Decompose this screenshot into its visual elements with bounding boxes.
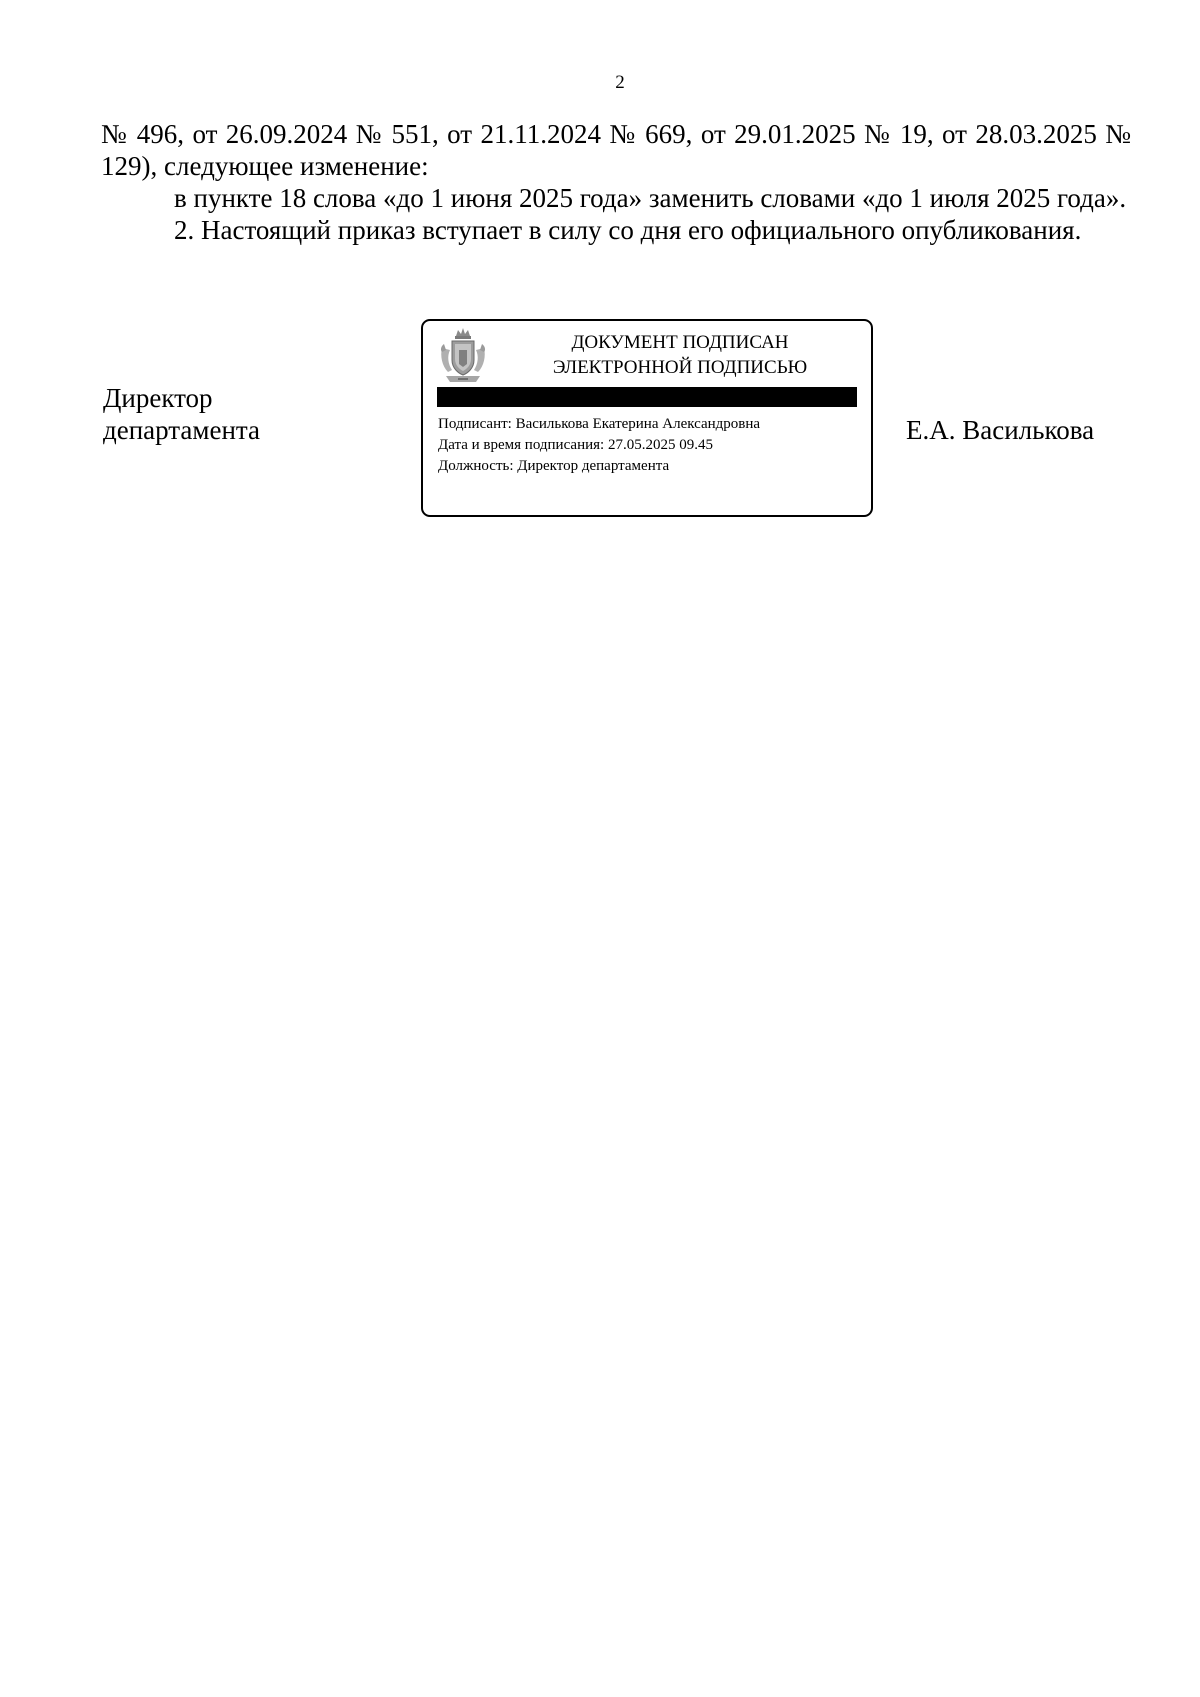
body-paragraph-3: 2. Настоящий приказ вступает в силу со дня его официального опубликования. xyxy=(174,215,1082,245)
stamp-details xyxy=(438,414,760,477)
document-body xyxy=(101,118,1131,246)
page-number: 2 xyxy=(615,72,625,93)
stamp-header xyxy=(503,330,857,380)
stamp-position: Должность: Директор департамента xyxy=(438,458,670,474)
signer-name: Е.А. Василькова xyxy=(906,415,1095,445)
electronic-signature-stamp xyxy=(421,319,873,517)
stamp-datetime: Дата и время подписания: 27.05.2025 09.45 xyxy=(438,437,713,453)
stamp-signer: Подписант: Василькова Екатерина Александровна xyxy=(438,416,761,432)
stamp-certificate-bar xyxy=(437,387,857,407)
signer-position-line-2: департамента xyxy=(103,415,261,445)
signer-position xyxy=(103,382,260,446)
body-paragraph-2: в пункте 18 слова «до 1 июня 2025 года» заменить словами «до 1 июля 2025 года». xyxy=(174,183,1127,213)
stamp-header-line-2: ЭЛЕКТРОННОЙ ПОДПИСЬЮ xyxy=(552,357,808,378)
stamp-header-line-1: ДОКУМЕНТ ПОДПИСАН xyxy=(571,332,789,353)
coat-of-arms-icon xyxy=(436,326,490,386)
body-paragraph-1: № 496, от 26.09.2024 № 551, от 21.11.2024 № 669, от 29.01.2025 № 19, от 28.03.2025 № 129), следующее изменение: xyxy=(101,119,1131,181)
signer-position-line-1: Директор xyxy=(103,383,213,413)
